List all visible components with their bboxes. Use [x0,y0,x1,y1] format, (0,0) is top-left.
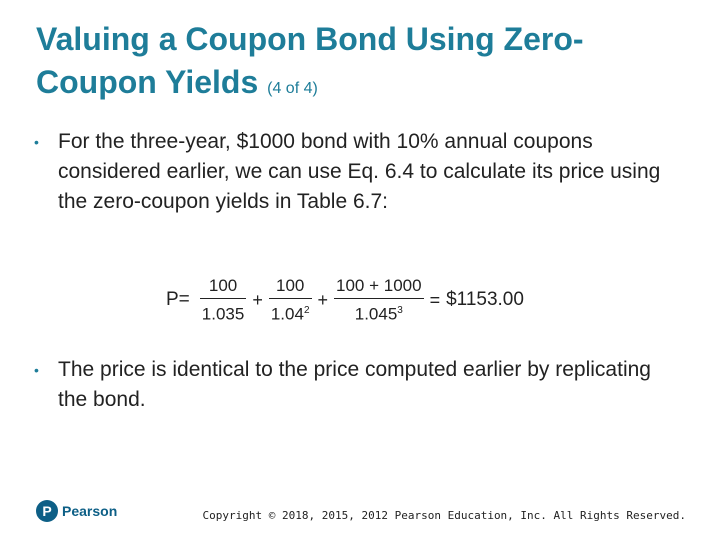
term-denominator: 1.04$^2$ [270,304,310,324]
pearson-logo [36,500,117,522]
bullet-text: The price is identical to the price computed earlier by replicating the bond. [58,358,651,411]
pearson-logo-icon: P [36,500,58,522]
plus-operator: + [252,289,263,310]
bullet-text: For the three-year, $1000 bond with 10% annual coupons considered earlier, we can use Eq. 6.4 to calculate its price using the zero-coupon yields in Table 6.7: [58,130,661,213]
term-numerator: 100 [275,275,305,295]
equals-operator: = [429,289,441,310]
formula-result: $1153.00 [446,289,524,310]
fraction-bar [334,298,424,299]
bullet-item [34,127,674,217]
bullet-item [34,355,674,415]
slide-title [36,18,696,110]
formula-lhs: P= [166,289,190,310]
formula-term [334,276,424,325]
formula-term [200,276,247,325]
copyright-notice: Copyright © 2018, 2015, 2012 Pearson Education, Inc. All Rights Reserved. [202,509,686,522]
fraction-bar [269,298,312,299]
fraction-bar [200,298,247,299]
bullet-marker: • [34,362,39,378]
term-numerator: 100 [208,275,238,295]
formula-term [269,276,312,325]
bullet-marker: • [34,134,39,150]
term-denominator: 1.035 [201,304,245,324]
slide-title-part: (4 of 4) [267,80,318,97]
term-denominator: 1.045$^3$ [354,304,403,324]
bond-price-formula [166,272,524,328]
plus-operator: + [317,289,329,310]
pearson-logo-text: Pearson [62,503,118,519]
slide-title-main: Valuing a Coupon Bond Using Zero-Coupon Yields [36,21,584,100]
term-numerator: 100 + 1000 [336,275,422,295]
